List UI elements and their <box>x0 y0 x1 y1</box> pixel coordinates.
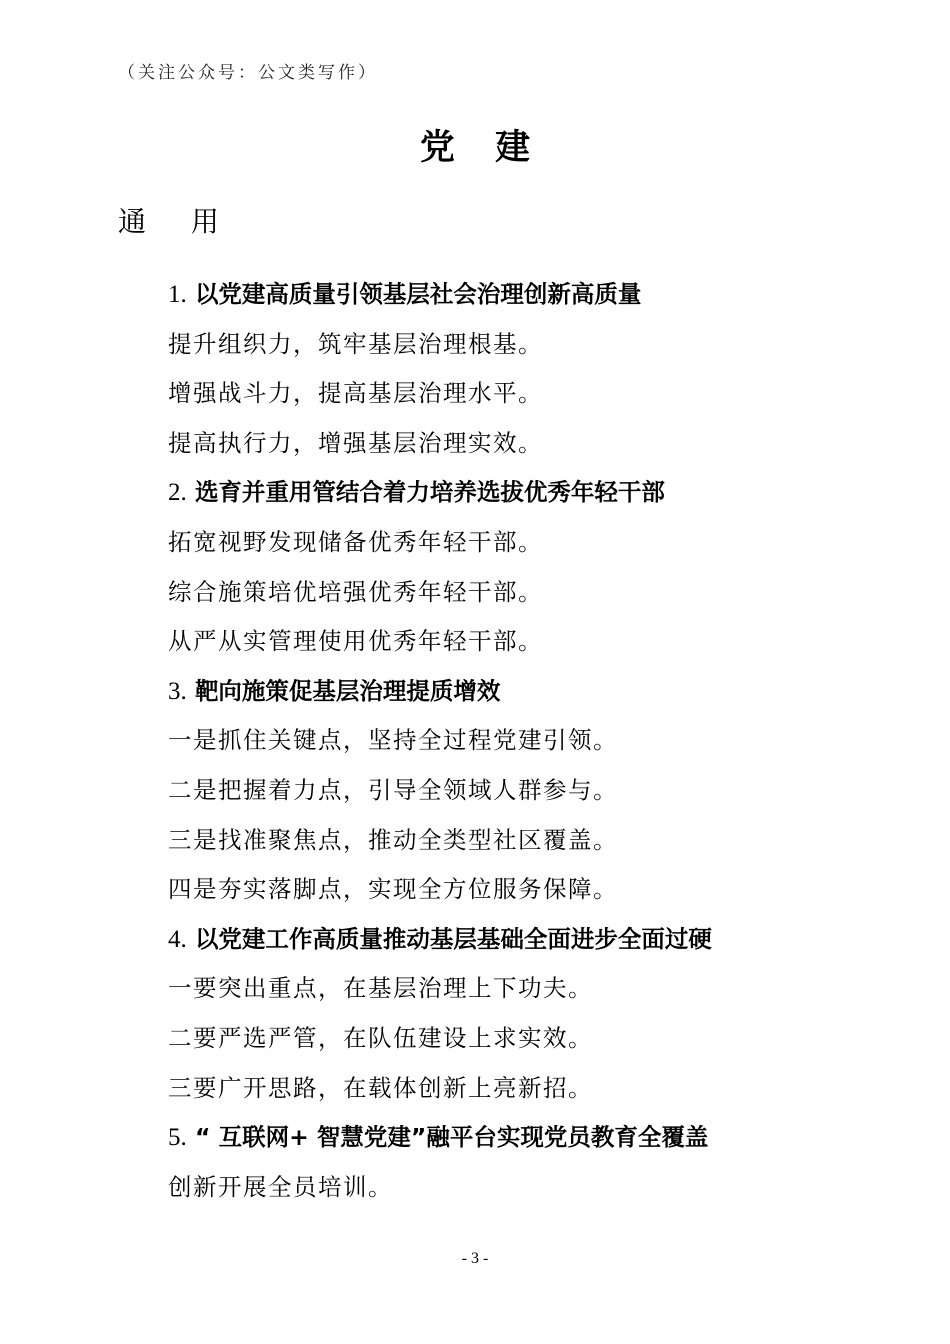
item-line: 二要严选严管，在队伍建设上求实效。 <box>168 1023 593 1052</box>
item-line: 一是抓住关键点，坚持全过程党建引领。 <box>168 726 618 755</box>
page-number: - 3 - <box>461 1250 489 1267</box>
item-line: 创新开展全员培训。 <box>168 1172 393 1201</box>
item-line: 一要突出重点，在基层治理上下功夫。 <box>168 974 593 1003</box>
item-heading <box>168 1113 888 1163</box>
item-heading-text: 以党建工作高质量推动基层基础全面进步全面过硬 <box>194 924 712 953</box>
item-line: 提升组织力，筑牢基层治理根基。 <box>168 329 543 358</box>
item-number: 1. <box>168 281 187 308</box>
item-heading-text: “ 互联网+ 智慧党建”融平台实现党员教育全覆盖 <box>194 1123 709 1152</box>
section-title: 通 用 <box>118 205 237 238</box>
item-line: 三是找准聚焦点，推动全类型社区覆盖。 <box>168 825 618 854</box>
page-title: 党 建 <box>419 128 545 168</box>
item-line: 拓宽视野发现储备优秀年轻干部。 <box>168 527 543 556</box>
item-line: 三要广开思路，在载体创新上亮新招。 <box>168 1073 593 1102</box>
item-line: 从严从实管理使用优秀年轻干部。 <box>168 627 543 656</box>
item-line: 提高执行力，增强基层治理实效。 <box>168 428 543 457</box>
item-heading <box>168 468 888 518</box>
item-heading <box>168 270 888 320</box>
item-number: 2. <box>168 479 187 507</box>
item-heading-text: 以党建高质量引领基层社会治理创新高质量 <box>194 280 642 308</box>
item-number: 4. <box>168 925 187 953</box>
item-line: 综合施策培优培强优秀年轻干部。 <box>168 577 543 606</box>
item-line: 二是把握着力点，引导全领域人群参与。 <box>168 775 618 804</box>
item-number: 3. <box>168 677 187 705</box>
item-heading <box>168 915 888 965</box>
header-note: （关注公众号：公文类写作） <box>118 63 378 83</box>
item-heading-text: 选育并重用管结合着力培养选拔优秀年轻干部 <box>194 478 665 507</box>
item-number: 5. <box>168 1124 187 1152</box>
item-heading-text: 靶向施策促基层治理提质增效 <box>194 676 501 705</box>
item-line: 增强战斗力，提高基层治理水平。 <box>168 379 543 408</box>
item-heading <box>168 667 888 717</box>
document-body <box>168 270 888 1212</box>
item-line: 四是夯实落脚点，实现全方位服务保障。 <box>168 875 618 904</box>
